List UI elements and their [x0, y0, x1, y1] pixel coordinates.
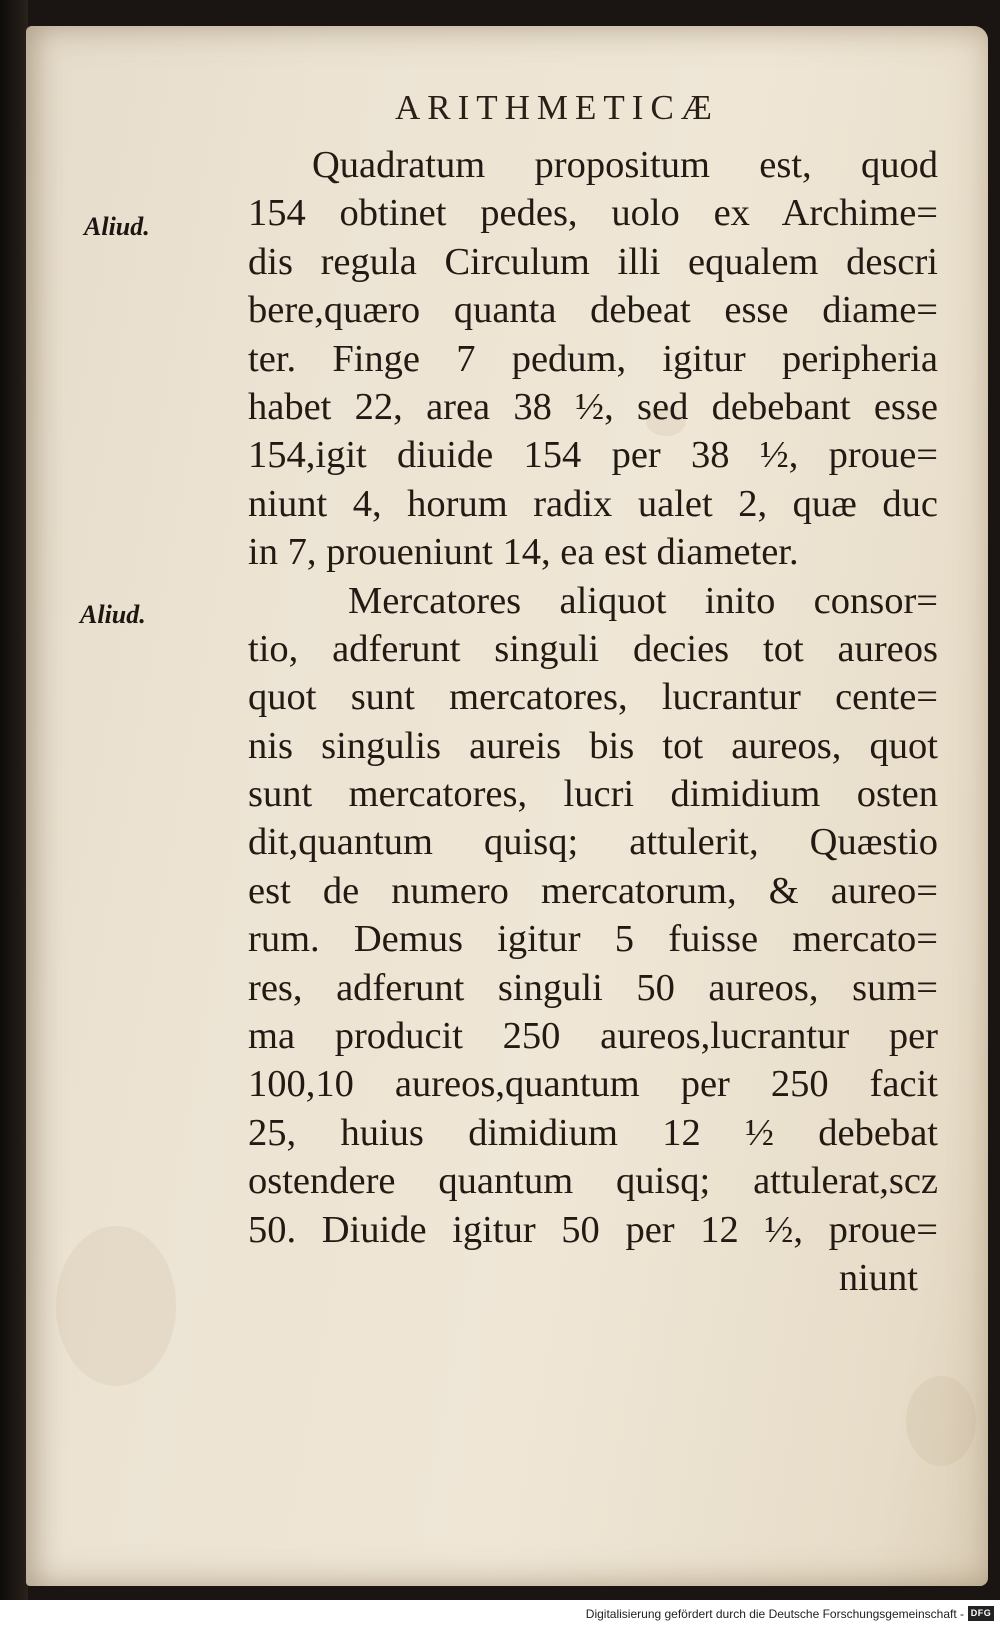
- text-line: nis singulis aureis bis tot aureos, quot: [248, 724, 938, 767]
- text-line: ostendere quantum quisq; attulerat,scz: [248, 1160, 938, 1203]
- text-line: Mercatores aliquot inito consor=: [348, 579, 938, 622]
- text-line: in 7, proueniunt 14, ea est diameter.: [248, 531, 799, 574]
- text-line: dit,quantum quisq; attulerit, Quæstio: [248, 821, 938, 864]
- running-head: ARITHMETICÆ: [395, 88, 719, 127]
- text-line: res, adferunt singuli 50 aureos, sum=: [248, 966, 938, 1009]
- text-line: Quadratum propositum est, quod: [312, 144, 938, 186]
- paper-stain: [56, 1226, 176, 1386]
- text-line: niunt 4, horum radix ualet 2, quæ duc: [248, 482, 938, 525]
- text-line: quot sunt mercatores, lucrantur cente=: [248, 676, 938, 719]
- dfg-logo: DFG: [968, 1606, 994, 1621]
- text-line: ma producit 250 aureos,lucrantur per: [248, 1015, 938, 1058]
- book-spine-shadow: [0, 0, 28, 1600]
- text-line: 100,10 aureos,quantum per 250 facit: [248, 1063, 938, 1106]
- text-line: 154,igit diuide 154 per 38 ½, proue=: [248, 434, 938, 477]
- text-line: 50. Diuide igitur 50 per 12 ½, proue=: [248, 1208, 938, 1251]
- text-line: bere,quæro quanta debeat esse diame=: [248, 289, 938, 332]
- text-line: habet 22, area 38 ½, sed debebant esse: [248, 385, 938, 428]
- text-line: 154 obtinet pedes, uolo ex Archime=: [248, 192, 938, 235]
- body-text: [248, 141, 938, 1302]
- margin-note-1: Aliud.: [84, 212, 150, 241]
- paper-stain: [906, 1376, 976, 1466]
- text-line: tio, adferunt singuli decies tot aureos: [248, 627, 938, 670]
- text-line: est de numero mercatorum, & aureo=: [248, 869, 938, 912]
- margin-note-2: Aliud.: [80, 600, 146, 629]
- text-line: rum. Demus igitur 5 fuisse mercato=: [248, 918, 938, 961]
- catchword: niunt: [838, 1256, 918, 1299]
- text-line: ter. Finge 7 pedum, igitur peripheria: [248, 337, 938, 380]
- text-line: dis regula Circulum illi equalem descri: [248, 240, 938, 283]
- text-line: sunt mercatores, lucri dimidium osten: [248, 773, 938, 816]
- text-line: 25, huius dimidium 12 ½ debebat: [248, 1111, 938, 1154]
- footer-credit: Digitalisierung gefördert durch die Deutsche Forschungsgemeinschaft -: [585, 1607, 964, 1621]
